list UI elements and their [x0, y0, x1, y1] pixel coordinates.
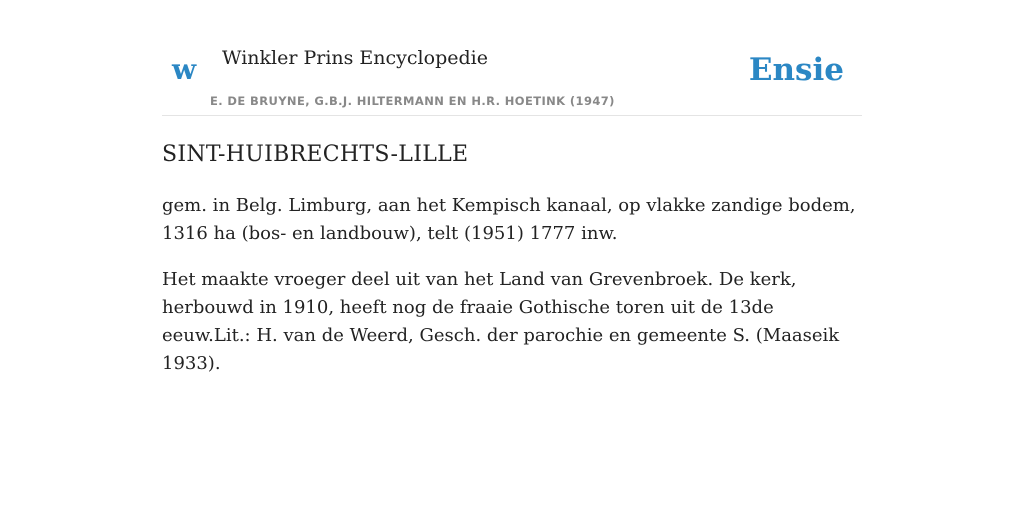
article-paragraph-1: gem. in Belg. Limburg, aan het Kempisch kanaal, op vlakke zandige bodem, 1316 ha (bos- en landbouw), telt (1951) 1777 inw. — [162, 195, 856, 244]
header — [162, 30, 862, 116]
article-paragraph-2: Het maakte vroeger deel uit van het Land van Grevenbroek. De kerk, herbouwd in 1910, heeft nog de fraaie Gothische toren uit de 13de eeuw.Lit.: H. van de Weerd, Gesch. der parochie en gemeente S. (Maaseik 1933). — [162, 269, 840, 374]
winkler-prins-logo[interactable]: w — [172, 53, 197, 86]
book-title[interactable]: Winkler Prins Encyclopedie — [222, 47, 488, 69]
ensie-brand-link[interactable]: Ensie — [748, 52, 844, 88]
article-title: SINT-HUIBRECHTS-LILLE — [162, 142, 469, 167]
book-authors: E. DE BRUYNE, G.B.J. HILTERMANN EN H.R. HOETINK (1947) — [210, 94, 615, 108]
article — [162, 138, 862, 396]
